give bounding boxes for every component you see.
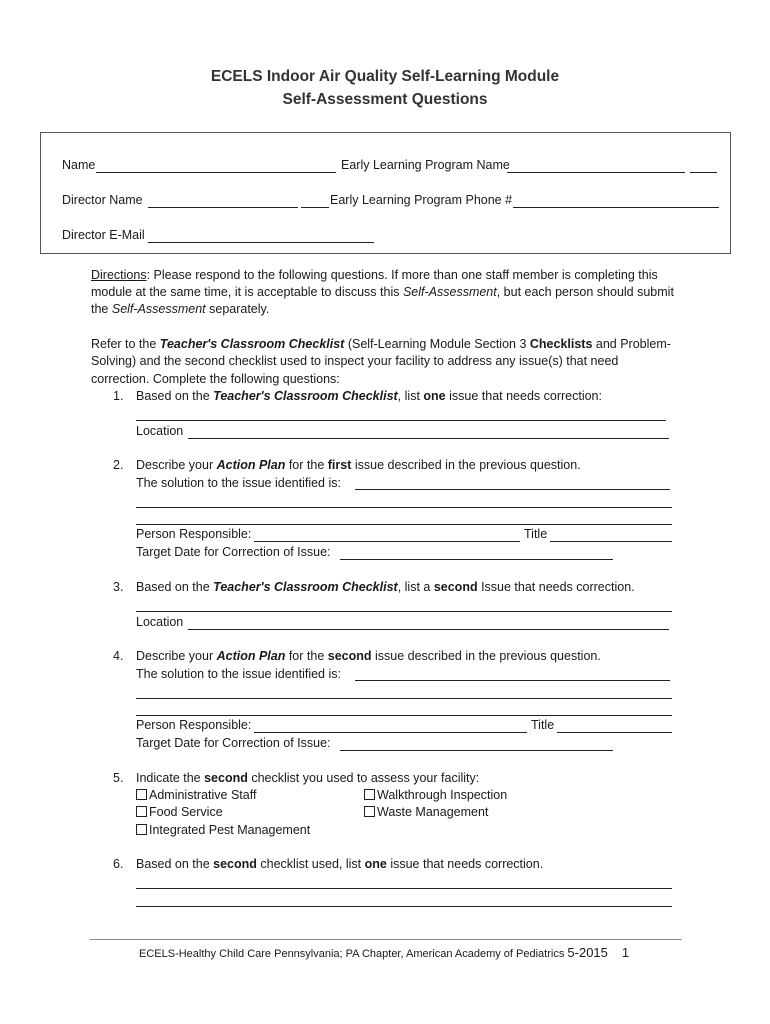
q4-target-field[interactable] (340, 750, 613, 751)
q3-text: Based on the Teacher's Classroom Checklist, list a second Issue that needs correction. (136, 580, 635, 594)
q4-number: 4. (113, 649, 124, 663)
q4-answer-line-3[interactable] (136, 715, 672, 716)
program-name-field[interactable] (507, 172, 685, 173)
q1-answer-line[interactable] (136, 420, 666, 421)
q3-number: 3. (113, 580, 124, 594)
footer-text: ECELS-Healthy Child Care Pennsylvania; PA Chapter, American Academy of Pediatrics (139, 948, 568, 960)
intro-line2: Solving) and the second checklist used to inspect your facility to address any issue(s) that need (91, 354, 619, 368)
program-phone-field[interactable] (513, 207, 719, 208)
q2-target-label: Target Date for Correction of Issue: (136, 545, 331, 559)
q6-answer-line-1[interactable] (136, 888, 672, 889)
checkbox-icon[interactable] (364, 789, 375, 800)
footer-divider (90, 939, 682, 940)
program-name-field-extra[interactable] (690, 172, 717, 173)
q4-text: Describe your Action Plan for the second issue described in the previous question. (136, 649, 601, 663)
q3-answer-line[interactable] (136, 611, 672, 612)
checkbox-icon[interactable] (136, 789, 147, 800)
q2-target-field[interactable] (340, 559, 613, 560)
director-email-label: Director E-Mail (62, 228, 145, 242)
program-phone-label: Early Learning Program Phone # (330, 193, 513, 207)
director-name-field[interactable] (148, 207, 298, 208)
directions-heading: Directions (91, 268, 147, 282)
q4-target-label: Target Date for Correction of Issue: (136, 736, 331, 750)
q5-text: Indicate the second checklist you used to assess your facility: (136, 771, 480, 785)
q2-solution-field[interactable] (355, 489, 670, 490)
q4-solution-label: The solution to the issue identified is: (136, 667, 341, 681)
q6-answer-line-2[interactable] (136, 906, 672, 907)
q4-title-field[interactable] (557, 732, 672, 733)
q2-text: Describe your Action Plan for the first issue described in the previous question. (136, 458, 581, 472)
q4-answer-line-2[interactable] (136, 698, 672, 699)
footer-date: 5-2015 (567, 945, 608, 960)
checkbox-icon[interactable] (136, 806, 147, 817)
q5-number: 5. (113, 771, 124, 785)
directions-line3: the Self-Assessment separately. (91, 302, 270, 316)
q2-solution-label: The solution to the issue identified is: (136, 476, 341, 490)
name-label: Name (62, 158, 96, 172)
q2-answer-line-3[interactable] (136, 524, 672, 525)
q1-location-field[interactable] (188, 438, 669, 439)
q2-answer-line-2[interactable] (136, 507, 672, 508)
page-number: 1 (621, 945, 630, 960)
director-name-label: Director Name (62, 193, 143, 207)
q4-person-label: Person Responsible: (136, 718, 252, 732)
intro-line3: correction. Complete the following questions: (91, 372, 340, 386)
page-subtitle: Self-Assessment Questions (282, 91, 488, 108)
q2-title-label: Title (524, 527, 548, 541)
q2-person-field[interactable] (254, 541, 520, 542)
q3-location-label: Location (136, 615, 184, 629)
q2-person-label: Person Responsible: (136, 527, 252, 541)
intro-line1: Refer to the Teacher's Classroom Checklist (Self-Learning Module Section 3 Checklists and Problem- (91, 337, 671, 351)
director-email-field[interactable] (148, 242, 374, 243)
q1-number: 1. (113, 389, 124, 403)
program-name-label: Early Learning Program Name (341, 158, 510, 172)
option-walkthrough-inspection[interactable]: Walkthrough Inspection (364, 788, 507, 802)
q1-location-label: Location (136, 424, 184, 438)
option-administrative-staff[interactable]: Administrative Staff (136, 788, 256, 802)
q2-number: 2. (113, 458, 124, 472)
q4-title-label: Title (531, 718, 555, 732)
q1-text: Based on the Teacher's Classroom Checklist, list one issue that needs correction: (136, 389, 602, 403)
q4-solution-field[interactable] (355, 680, 670, 681)
option-food-service[interactable]: Food Service (136, 805, 223, 819)
directions-line1: Directions: Please respond to the following questions. If more than one staff member is completing this (91, 268, 658, 282)
q6-number: 6. (113, 857, 124, 871)
page-title: ECELS Indoor Air Quality Self-Learning Module (210, 68, 560, 85)
option-waste-management[interactable]: Waste Management (364, 805, 488, 819)
directions-line2: module at the same time, it is acceptable to discuss this Self-Assessment, but each person should submit (91, 285, 674, 299)
name-field[interactable] (96, 172, 336, 173)
q6-text: Based on the second checklist used, list one issue that needs correction. (136, 857, 544, 871)
checkbox-icon[interactable] (364, 806, 375, 817)
option-integrated-pest-management[interactable]: Integrated Pest Management (136, 823, 310, 837)
footer (139, 945, 629, 960)
checkbox-icon[interactable] (136, 824, 147, 835)
director-name-field-extra (301, 207, 329, 208)
q3-location-field[interactable] (188, 629, 669, 630)
q2-title-field[interactable] (550, 541, 672, 542)
q4-person-field[interactable] (254, 732, 527, 733)
